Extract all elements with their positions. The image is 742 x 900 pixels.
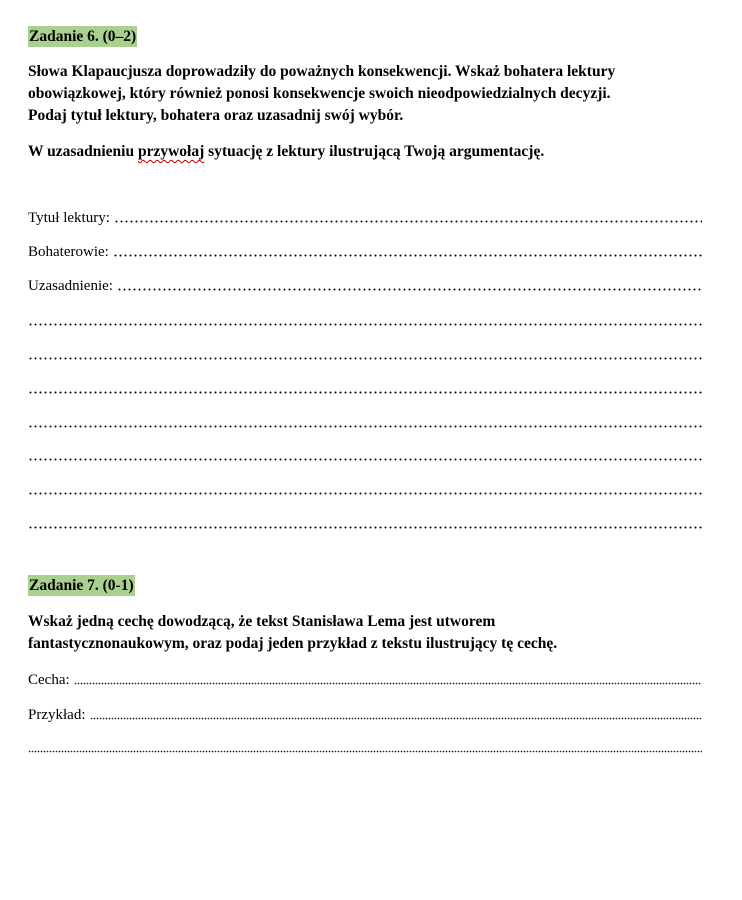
- justification-continuation-line[interactable]: [28, 378, 702, 398]
- feature-field-label: Cecha:: [28, 672, 70, 688]
- dotted-answer-line: [28, 492, 702, 495]
- dotted-answer-line: [28, 425, 702, 428]
- task6-prompt-line: Podaj tytuł lektury, bohatera oraz uzasadnij swój wybór.: [28, 107, 404, 124]
- task6-prompt: [28, 61, 702, 127]
- justification-continuation-line[interactable]: [28, 513, 702, 533]
- spellcheck-underlined-word: przywołaj: [137, 143, 205, 160]
- feature-answer-line[interactable]: [28, 669, 702, 689]
- heroes-field-label: Bohaterowie:: [28, 244, 109, 260]
- dotted-answer-line: [28, 526, 702, 529]
- task6-prompt-line: Słowa Klapaucjusza doprowadziły do poważnych konsekwencji. Wskaż bohatera lektury: [28, 63, 616, 80]
- task7-prompt: [28, 611, 702, 655]
- task6-prompt-line: obowiązkowej, który również ponosi konsekwencje swoich nieodpowiedzialnych decyzji.: [28, 85, 611, 102]
- justification-answer-line[interactable]: [28, 275, 702, 295]
- dotted-answer-line: [117, 288, 702, 291]
- task7-heading-label: Zadanie 7. (0-1): [29, 577, 134, 594]
- task6-instruction: [28, 141, 702, 163]
- justification-continuation-line[interactable]: [28, 445, 702, 465]
- dotted-answer-line: [90, 717, 703, 720]
- task7-prompt-line: Wskaż jedną cechę dowodzącą, że tekst Stanisława Lema jest utworem: [28, 613, 496, 630]
- dotted-answer-line: [114, 220, 702, 223]
- justification-field-label: Uzasadnienie:: [28, 278, 113, 294]
- task6-heading-label: Zadanie 6. (0–2): [29, 28, 137, 45]
- dotted-answer-line: [28, 458, 702, 461]
- justification-continuation-line[interactable]: [28, 310, 702, 330]
- title-field-label: Tytuł lektury:: [28, 210, 110, 226]
- heroes-answer-line[interactable]: [28, 241, 702, 261]
- example-continuation-line[interactable]: [28, 737, 702, 757]
- example-field-label: Przykład:: [28, 707, 86, 723]
- task7-prompt-line: fantastycznonaukowym, oraz podaj jeden przykład z tekstu ilustrujący tę cechę.: [28, 635, 558, 652]
- dotted-answer-line: [28, 750, 702, 753]
- dotted-answer-line: [28, 357, 702, 360]
- title-answer-line[interactable]: [28, 207, 702, 227]
- task7-heading: [28, 577, 135, 595]
- dotted-answer-line: [113, 254, 702, 257]
- example-answer-line[interactable]: [28, 704, 702, 724]
- task6-heading: [28, 28, 137, 46]
- justification-continuation-line[interactable]: [28, 479, 702, 499]
- task6-instruction-pre: W uzasadnieniu: [28, 143, 138, 160]
- justification-continuation-line[interactable]: [28, 412, 702, 432]
- justification-continuation-line[interactable]: [28, 344, 702, 364]
- task6-instruction-post: sytuację z lektury ilustrującą Twoją argumentację.: [204, 143, 545, 160]
- dotted-answer-line: [28, 391, 702, 394]
- dotted-answer-line: [28, 323, 702, 326]
- dotted-answer-line: [74, 682, 702, 685]
